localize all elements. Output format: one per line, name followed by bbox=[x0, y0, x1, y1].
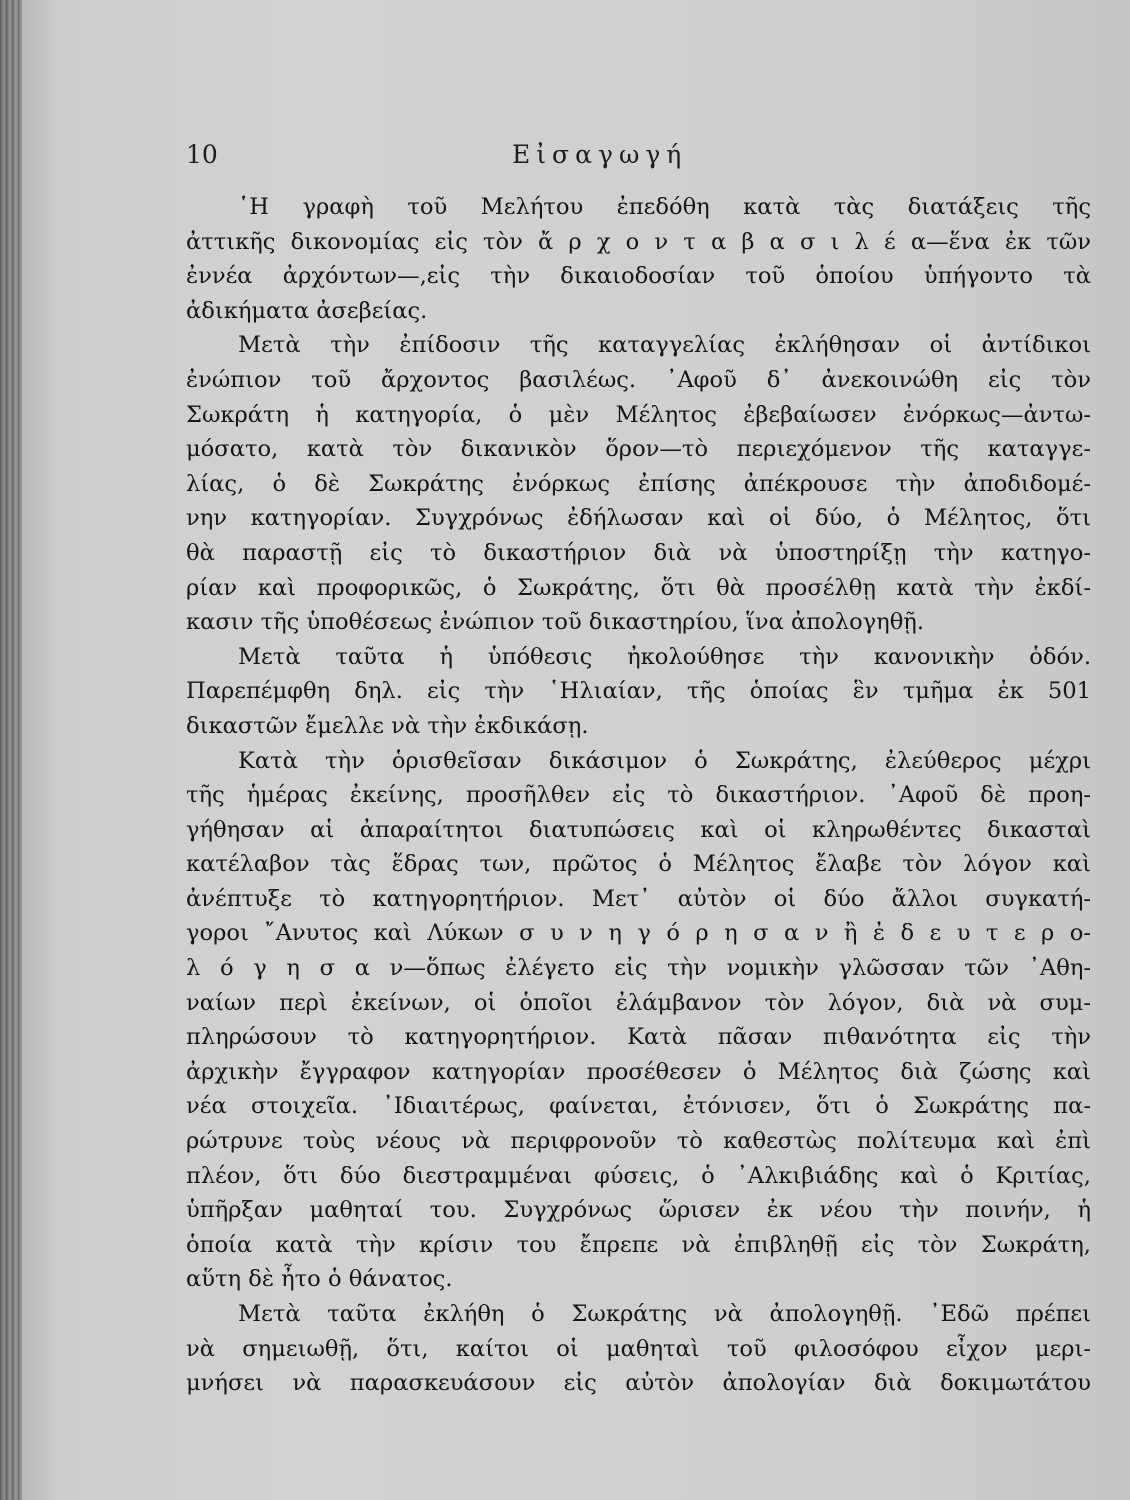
text-line: μόσατο, κατὰ τὸν δικανικὸν ὅρον—τὸ περιεχόμενον τῆς καταγγε- bbox=[186, 436, 1091, 463]
text-line: τῆς ἡμέρας ἐκείνης, προσῆλθεν εἰς τὸ δικαστήριον. ᾿Αφοῦ δὲ προη- bbox=[186, 782, 1091, 809]
text-line: Σωκράτη ἡ κατηγορία, ὁ μὲν Μέλητος ἐβεβαίωσεν ἐνόρκως—ἀντω- bbox=[186, 401, 1091, 428]
text-line: ἀνέπτυξε τὸ κατηγορητήριον. Μετ᾿ αὐτὸν οἱ δύο ἄλλοι συγκατή- bbox=[186, 885, 1091, 912]
text-line: πληρώσουν τὸ κατηγορητήριον. Κατὰ πᾶσαν πιθανότητα εἰς τὴν bbox=[186, 1024, 1091, 1051]
text-line: κατέλαβον τὰς ἕδρας των, πρῶτος ὁ Μέλητος ἔλαβε τὸν λόγον καὶ bbox=[186, 851, 1091, 878]
paragraph-5 bbox=[186, 1297, 1091, 1401]
text-line: Παρεπέμφθη δηλ. εἰς τὴν ῾Ηλιαίαν, τῆς ὁποίας ἓν τμῆμα ἐκ 501 bbox=[186, 678, 1091, 705]
paragraph-2 bbox=[186, 328, 1091, 639]
paragraph-1 bbox=[186, 190, 1091, 328]
text-line: ρίαν καὶ προφορικῶς, ὁ Σωκράτης, ὅτι θὰ προσέλθῃ κατὰ τὴν ἐκδί- bbox=[186, 574, 1091, 601]
text-line: ρώτρυνε τοὺς νέους νὰ περιφρονοῦν τὸ καθεστὼς πολίτευμα καὶ ἐπὶ bbox=[186, 1128, 1091, 1155]
text-line: ἐνώπιον τοῦ ἄρχοντος βασιλέως. ᾿Αφοῦ δ᾿ ἀνεκοινώθη εἰς τὸν bbox=[186, 366, 1091, 393]
text-line: ἀδικήματα ἀσεβείας. bbox=[186, 297, 428, 324]
text-line: θὰ παραστῇ εἰς τὸ δικαστήριον διὰ νὰ ὑποστηρίξῃ τὴν κατηγο- bbox=[186, 539, 1091, 566]
paragraph-3 bbox=[186, 640, 1091, 744]
text-line: λίας, ὁ δὲ Σωκράτης ἐνόρκως ἐπίσης ἀπέκρουσε τὴν ἀποδιδομέ- bbox=[186, 470, 1091, 497]
text-line: νὰ σημειωθῇ, ὅτι, καίτοι οἱ μαθηταὶ τοῦ φιλοσόφου εἶχον μερι- bbox=[186, 1335, 1091, 1362]
text-line: ναίων περὶ ἐκείνων, οἱ ὁποῖοι ἐλάμβανον τὸν λόγον, διὰ νὰ συμ- bbox=[186, 989, 1091, 1016]
text-line: ἀττικῆς δικονομίας εἰς τὸν ἄ ρ χ ο ν τ α β α σ ι λ έ α—ἕνα ἐκ τῶν bbox=[186, 228, 1091, 255]
text-line: γήθησαν αἱ ἀπαραίτητοι διατυπώσεις καὶ οἱ κληρωθέντες δικασταὶ bbox=[186, 816, 1091, 843]
running-head bbox=[186, 140, 1086, 174]
paragraph-4 bbox=[186, 744, 1091, 1298]
text-line: μνήσει νὰ παρασκευάσουν εἰς αὐτὸν ἀπολογίαν διὰ δοκιμωτάτου bbox=[186, 1370, 1091, 1397]
book-page-edge bbox=[0, 0, 22, 1500]
text-line: δικαστῶν ἔμελλε νὰ τὴν ἐκδικάσῃ. bbox=[186, 712, 589, 739]
text-line: ἀρχικὴν ἔγγραφον κατηγορίαν προσέθεσεν ὁ Μέλητος διὰ ζώσης καὶ bbox=[186, 1058, 1091, 1085]
text-line: γοροι ῎Ανυτος καὶ Λύκων σ υ ν η γ ό ρ η σ α ν ἢ ἐ δ ε υ τ ε ρ ο- bbox=[186, 920, 1091, 947]
page-number: 10 bbox=[186, 140, 218, 169]
text-line: αὕτη δὲ ἦτο ὁ θάνατος. bbox=[186, 1266, 453, 1293]
body-text bbox=[186, 190, 1091, 1401]
chapter-title: Εἰσαγωγή bbox=[512, 140, 688, 169]
text-line: νέα στοιχεῖα. ᾿Ιδιαιτέρως, φαίνεται, ἐτόνισεν, ὅτι ὁ Σωκράτης πα- bbox=[186, 1093, 1091, 1120]
text-line: ὁποία κατὰ τὴν κρίσιν του ἔπρεπε νὰ ἐπιβληθῇ εἰς τὸν Σωκράτη, bbox=[186, 1231, 1091, 1258]
text-line: Μετὰ ταῦτα ἐκλήθη ὁ Σωκράτης νὰ ἀπολογηθῇ. ᾿Εδῶ πρέπει bbox=[238, 1301, 1091, 1327]
text-line: νην κατηγορίαν. Συγχρόνως ἐδήλωσαν καὶ οἱ δύο, ὁ Μέλητος, ὅτι bbox=[186, 505, 1091, 532]
text-line: πλέον, ὅτι δύο διεστραμμέναι φύσεις, ὁ ᾿Αλκιβιάδης καὶ ὁ Κριτίας, bbox=[186, 1162, 1091, 1189]
text-line: ῾Η γραφὴ τοῦ Μελήτου ἐπεδόθη κατὰ τὰς διατάξεις τῆς bbox=[238, 194, 1091, 220]
text-line: ἐννέα ἀρχόντων—,εἰς τὴν δικαιοδοσίαν τοῦ ὁποίου ὑπήγοντο τὰ bbox=[186, 263, 1091, 290]
text-line: λ ό γ η σ α ν—ὅπως ἐλέγετο εἰς τὴν νομικὴν γλῶσσαν τῶν ᾿Αθη- bbox=[186, 955, 1091, 982]
text-line: κασιν τῆς ὑποθέσεως ἐνώπιον τοῦ δικαστηρίου, ἵνα ἀπολογηθῇ. bbox=[186, 609, 925, 636]
text-line: Μετὰ ταῦτα ἡ ὑπόθεσις ἠκολούθησε τὴν κανονικὴν ὁδόν. bbox=[238, 643, 1091, 670]
text-line: ὑπῆρξαν μαθηταί του. Συγχρόνως ὥρισεν ἐκ νέου τὴν ποινήν, ἡ bbox=[186, 1197, 1091, 1224]
text-line: Μετὰ τὴν ἐπίδοσιν τῆς καταγγελίας ἐκλήθησαν οἱ ἀντίδικοι bbox=[238, 332, 1091, 359]
text-line: Κατὰ τὴν ὁρισθεῖσαν δικάσιμον ὁ Σωκράτης, ἐλεύθερος μέχρι bbox=[238, 747, 1091, 774]
